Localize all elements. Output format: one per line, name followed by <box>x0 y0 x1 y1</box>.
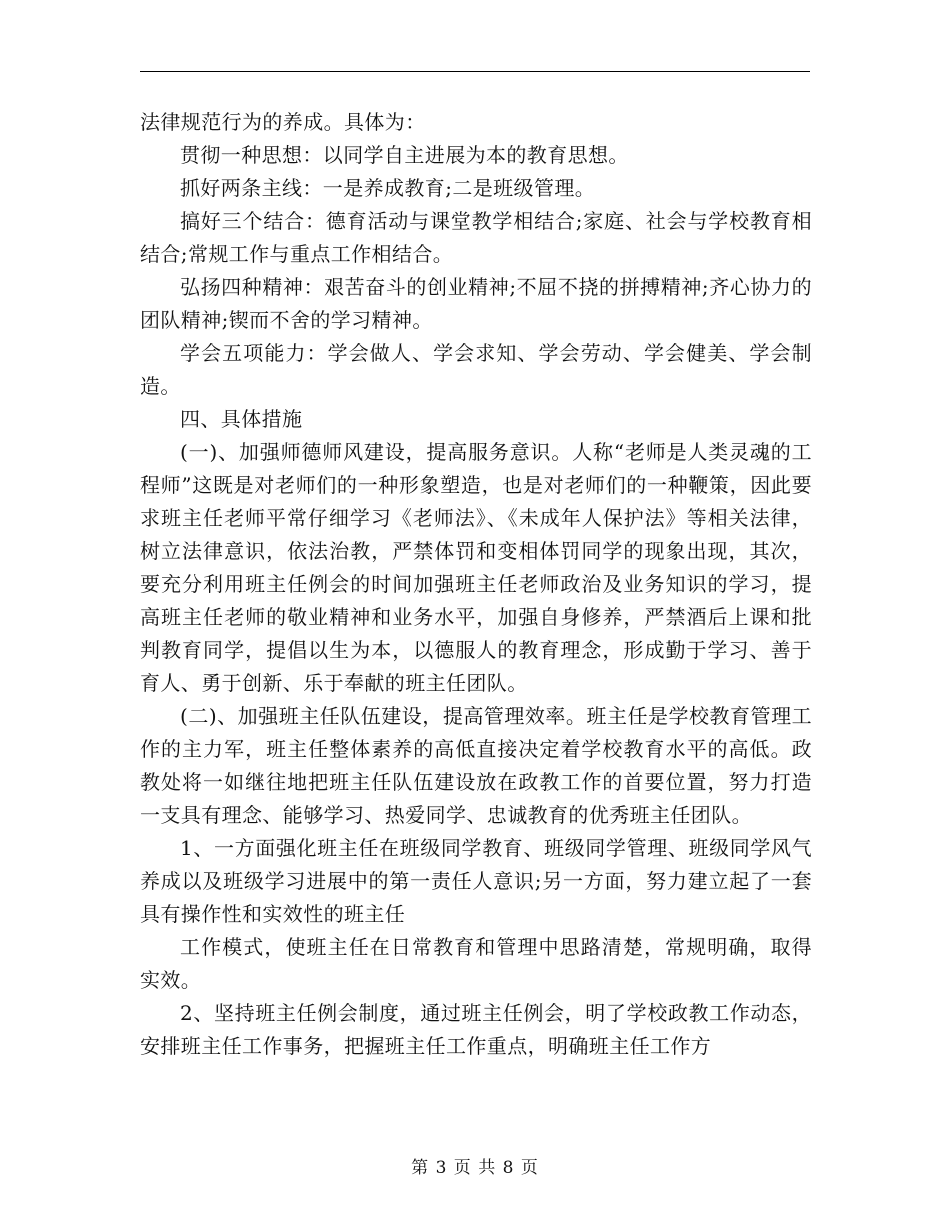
paragraph: 四、具体措施 <box>180 407 303 431</box>
paragraph: 学会五项能力：学会做人、学会求知、学会劳动、学会健美、学会制造。 <box>140 341 812 398</box>
paragraph: (二)、加强班主任队伍建设，提高管理效率。班主任是学校教育管理工作的主力军，班主任整体素养的高低直接决定着学校教育水平的高低。政教处将一如继往地把班主任队伍建设放在政教工作的首要位置，努力打造一支具有理念、能够学习、热爱同学、忠诚教育的优秀班主任团队。 <box>140 704 812 827</box>
paragraph: 贯彻一种思想：以同学自主进展为本的教育思想。 <box>180 143 629 167</box>
paragraph: 搞好三个结合：德育活动与课堂教学相结合;家庭、社会与学校教育相结合;常规工作与重点工作相结合。 <box>140 209 812 266</box>
paragraph: (一)、加强师德师风建设，提高服务意识。人称“老师是人类灵魂的工程师”这既是对老师们的一种形象塑造，也是对老师们的一种鞭策，因此要求班主任老师平常仔细学习《老师法》、《未成年人保护法》等相关法律，树立法律意识，依法治教，严禁体罚和变相体罚同学的现象出现，其次，要充分利用班主任例会的时间加强班主任老师政治及业务知识的学习，提高班主任老师的敬业精神和业务水平，加强自身修养，严禁酒后上课和批判教育同学，提倡以生为本，以德服人的教育理念，形成勤于学习、善于育人、勇于创新、乐于奉献的班主任团队。 <box>140 440 812 695</box>
paragraph: 弘扬四种精神：艰苦奋斗的创业精神;不屈不挠的拼搏精神;齐心协力的团队精神;锲而不舍的学习精神。 <box>140 275 812 332</box>
page-footer: 第 3 页 共 8 页 <box>411 1158 539 1178</box>
paragraph: 工作模式，使班主任在日常教育和管理中思路清楚，常规明确，取得实效。 <box>140 935 812 992</box>
header-rule <box>140 71 810 72</box>
paragraph: 2、坚持班主任例会制度，通过班主任例会，明了学校政教工作动态，安排班主任工作事务，把握班主任工作重点，明确班主任工作方 <box>140 1001 812 1058</box>
paragraph: 法律规范行为的养成。具体为： <box>140 110 426 134</box>
paragraph: 1、一方面强化班主任在班级同学教育、班级同学管理、班级同学风气养成以及班级学习进展中的第一责任人意识;另一方面，努力建立起了一套具有操作性和实效性的班主任 <box>140 836 812 926</box>
document-body <box>140 106 812 1063</box>
paragraph: 抓好两条主线：一是养成教育;二是班级管理。 <box>180 176 596 200</box>
